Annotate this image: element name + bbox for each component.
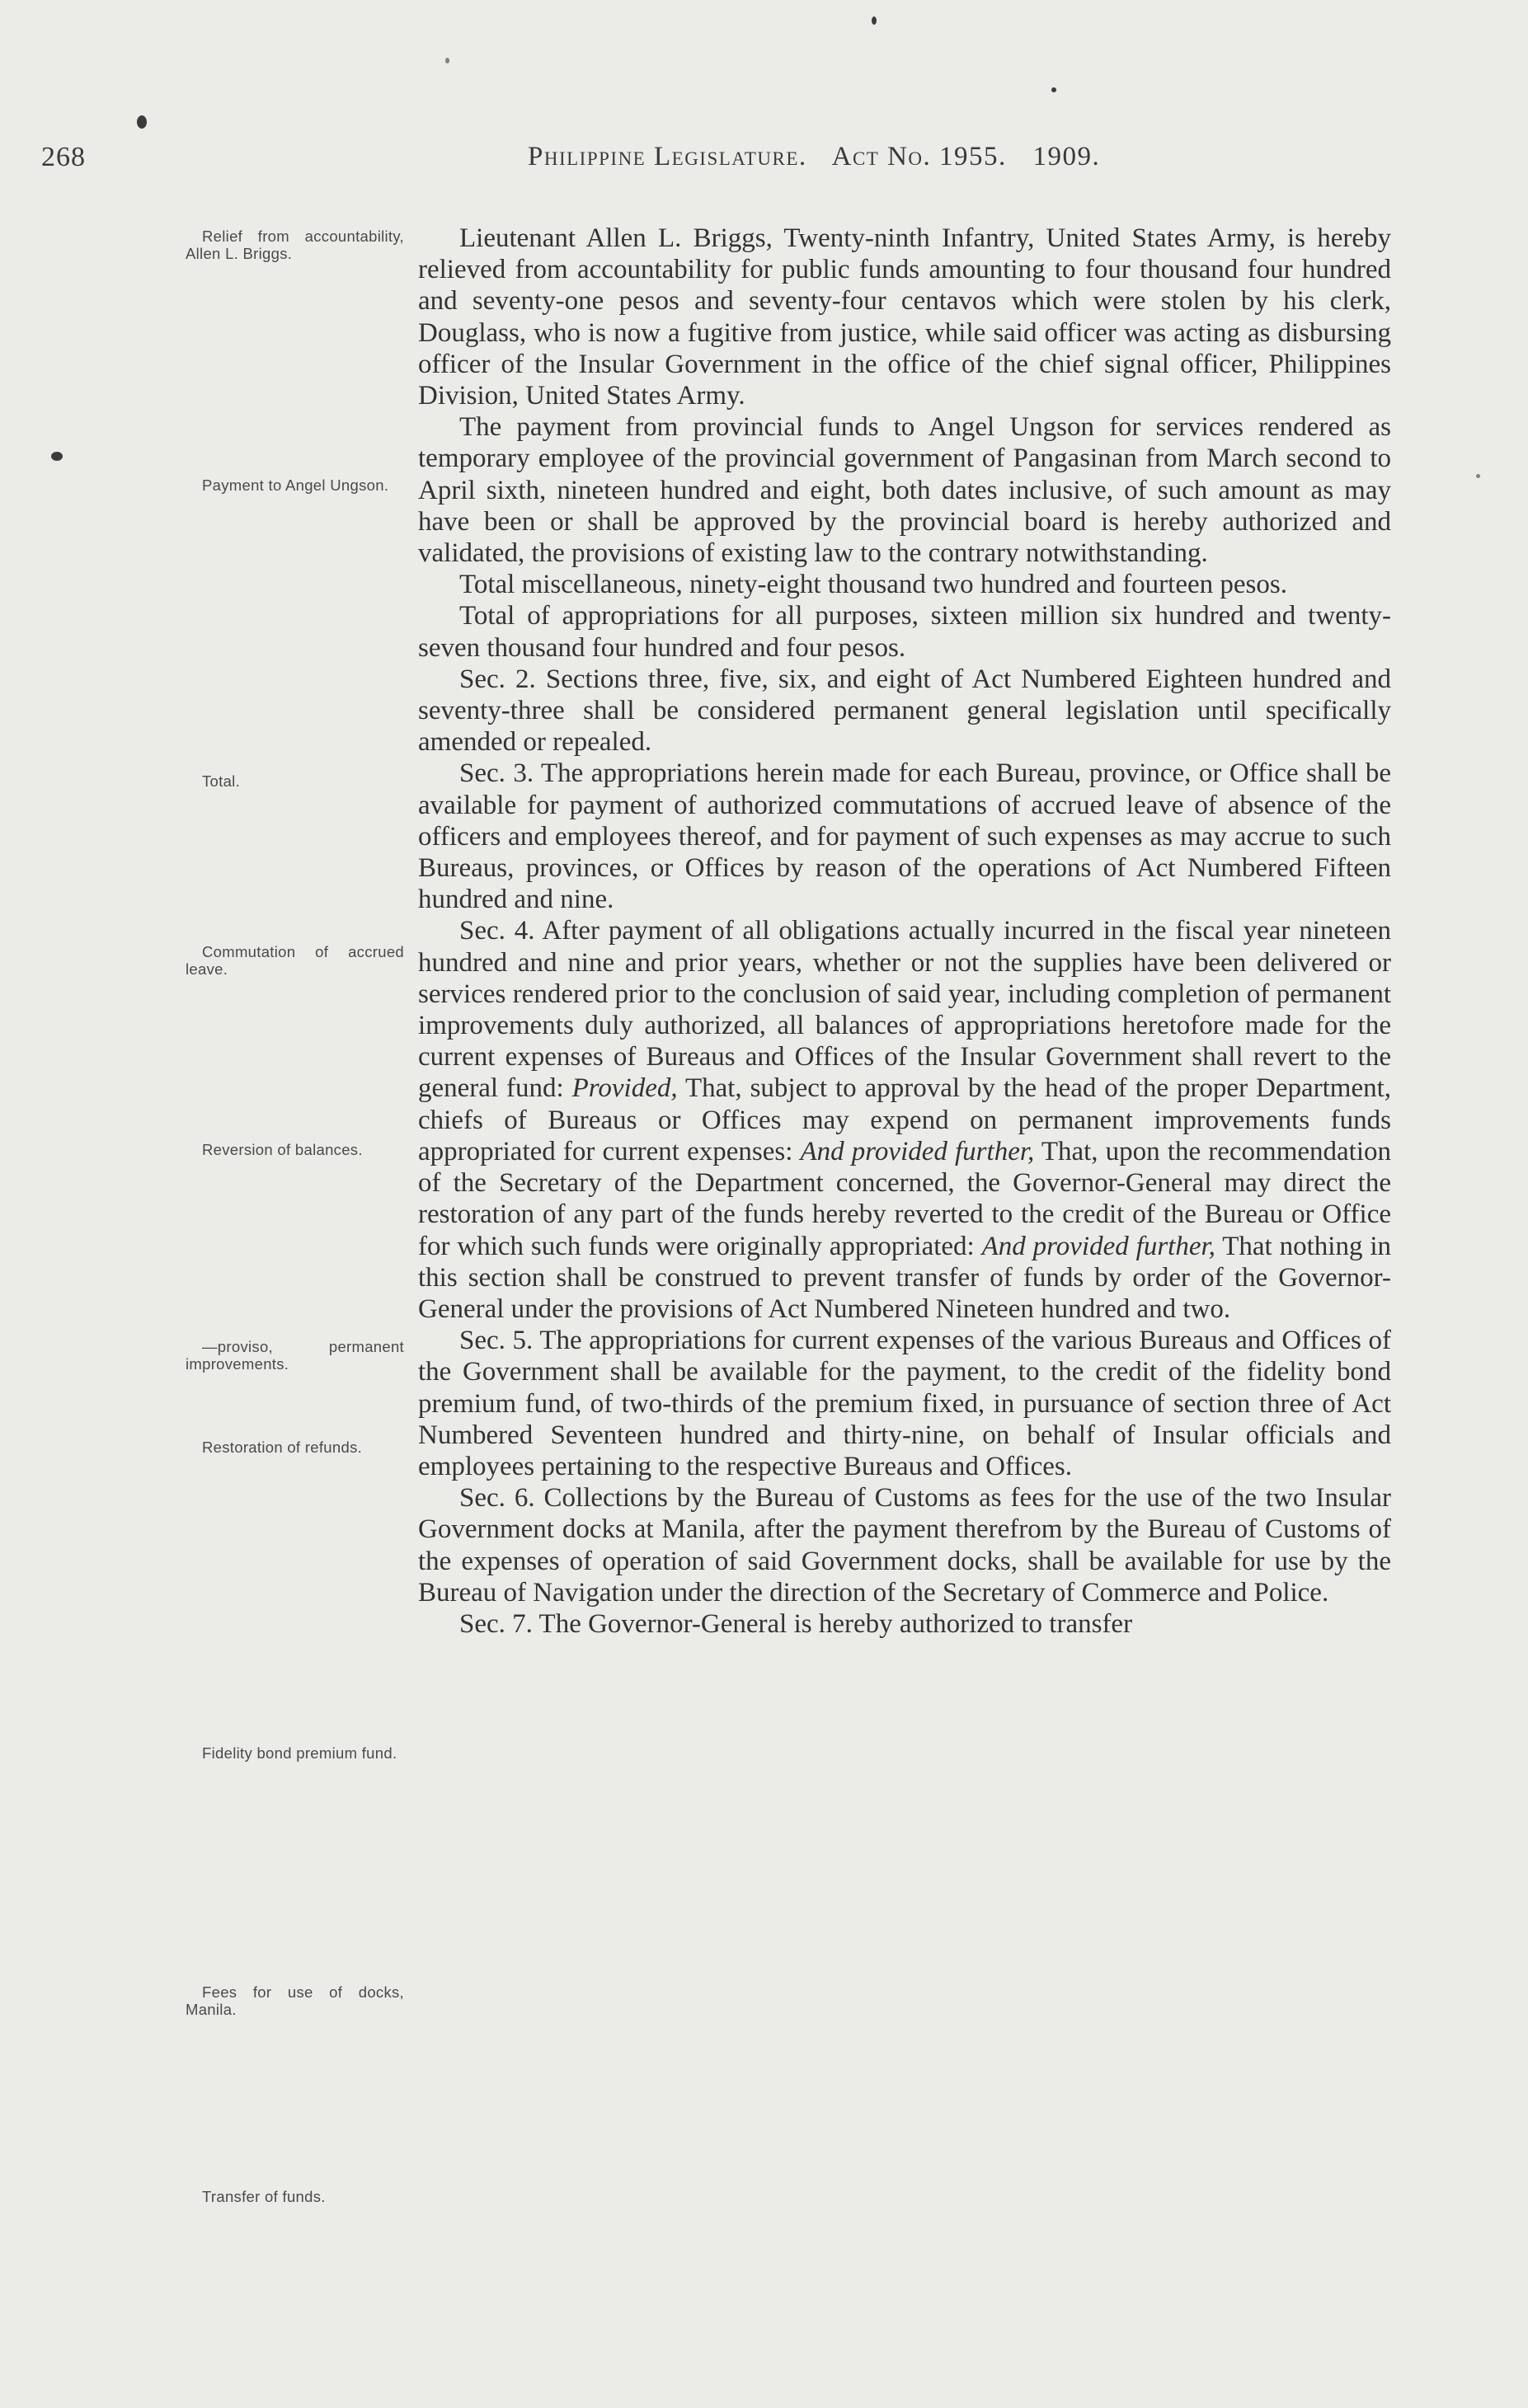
running-head-title: Philippine Legislature.: [528, 142, 807, 171]
running-head: [528, 142, 1118, 172]
paragraph-section-3: Sec. 3. The appropriations herein made for each Bureau, province, or Office shall be available for payment of authorized commutations of accrued leave of absence of the officers and employees thereof, and for payment of such expenses as may accrue to such Bureaus, provinces, or Offices by reason of the operations of Act Numbered Fifteen hundred and nine.: [418, 758, 1391, 915]
page-header: [0, 142, 1528, 183]
margin-note-payment-ungson: Payment to Angel Ungson.: [202, 476, 389, 494]
paragraph-section-2: Sec. 2. Sections three, five, six, and eight of Act Numbered Eighteen hundred and seventy-three shall be considered permanent general legislation until specifically amended or repealed.: [418, 664, 1391, 758]
paragraph-total-miscellaneous: Total miscellaneous, ninety-eight thousand two hundred and fourteen pesos.: [459, 570, 1287, 600]
body-text: [418, 223, 1391, 1640]
proviso-3: And provided further,: [981, 1231, 1215, 1261]
section-4-text-3: That, upon the recommendation of the Secretary of the Department concerned, the Governor-General may direct the restoration of any part of the funds hereby reverted to the credit of the Bureau or Office for which such funds were originally appropriated:: [418, 1136, 1392, 1261]
margin-note-relief: Relief from accountability, Allen L. Briggs.: [186, 228, 404, 262]
margin-note-reversion: Reversion of balances.: [202, 1141, 363, 1158]
margin-note-total: Total.: [202, 772, 241, 790]
paragraph-relief-briggs: Lieutenant Allen L. Briggs, Twenty-ninth Infantry, United States Army, is hereby relieved from accountability for public funds amounting to four thousand four hundred and seventy-one pesos and seventy-four centavos which were stolen by his clerk, Douglass, who is now a fugitive from justice, while said officer was acting as disbursing officer of the Insular Government in the office of the chief signal officer, Philippines Division, United States Army.: [418, 223, 1391, 411]
section-4-text-2: That, subject to approval by the head of the proper Department, chiefs of Bureaus or Offices may expend on permanent improvements funds appropriated for current expenses:: [418, 1073, 1392, 1166]
running-head-act: Act No. 1955.: [831, 142, 1007, 171]
margin-note-commutation: Commutation of accrued leave.: [186, 943, 404, 978]
paragraph-section-5: Sec. 5. The appropriations for current expenses of the various Bureaus and Offices of the Government shall be available for the payment, to the credit of the fidelity bond premium fund, of two-thirds of the premium fixed, in pursuance of section three of Act Numbered Seventeen hundred and thirty-nine, on behalf of Insular officials and employees pertaining to the respective Bureaus and Offices.: [418, 1326, 1391, 1481]
margin-note-restoration: Restoration of refunds.: [202, 1439, 363, 1456]
running-head-year: 1909.: [1032, 142, 1101, 171]
ink-speck: [872, 16, 877, 25]
ink-speck: [137, 115, 147, 129]
ink-speck: [1476, 474, 1480, 478]
page-number: 268: [41, 142, 86, 172]
ink-speck: [445, 58, 449, 63]
margin-note-proviso: —proviso, permanent improvements.: [186, 1338, 404, 1373]
section-4-text-4: That nothing in this section shall be construed to prevent transfer of funds by order of the Governor-General under the provisions of Act Numbered Nineteen hundred and two.: [418, 1231, 1392, 1324]
paragraph-section-7: Sec. 7. The Governor-General is hereby authorized to transfer: [459, 1608, 1133, 1639]
paragraph-section-4: [418, 915, 1391, 1325]
ink-speck: [1051, 87, 1056, 92]
ink-speck: [51, 452, 63, 461]
section-4-text: Sec. 4. After payment of all obligations actually incurred in the fiscal year nineteen hundred and nine and prior years, whether or not the supplies have been delivered or services rendered prior to the conclusion of said year, including completion of permanent improvements duly authorized, all balances of appropriations heretofore made for the current expenses of Bureaus and Offices of the Insular Government shall revert to the general fund:: [418, 916, 1391, 1104]
proviso-1: Provided,: [571, 1073, 678, 1104]
margin-note-fees-docks: Fees for use of docks, Manila.: [186, 1983, 404, 2018]
proviso-2: And provided further,: [800, 1136, 1035, 1166]
margin-note-fidelity: Fidelity bond premium fund.: [202, 1744, 397, 1762]
margin-note-transfer: Transfer of funds.: [202, 2188, 326, 2205]
paragraph-payment-ungson: The payment from provincial funds to Angel Ungson for services rendered as temporary employee of the provincial government of Pangasinan from March second to April sixth, nineteen hundred and eight, both dates inclusive, of such amount as may have been or shall be approved by the provincial board is hereby authorized and validated, the provisions of existing law to the contrary notwithstanding.: [418, 412, 1391, 569]
paragraph-section-6: Sec. 6. Collections by the Bureau of Customs as fees for the use of the two Insular Government docks at Manila, after the payment therefrom by the Bureau of Customs of the expenses of operation of said Government docks, shall be available for use by the Bureau of Navigation under the direction of the Secretary of Commerce and Police.: [418, 1483, 1391, 1608]
paragraph-total-appropriations: Total of appropriations for all purposes, sixteen million six hundred and twenty-seven thousand four hundred and four pesos.: [418, 601, 1391, 663]
